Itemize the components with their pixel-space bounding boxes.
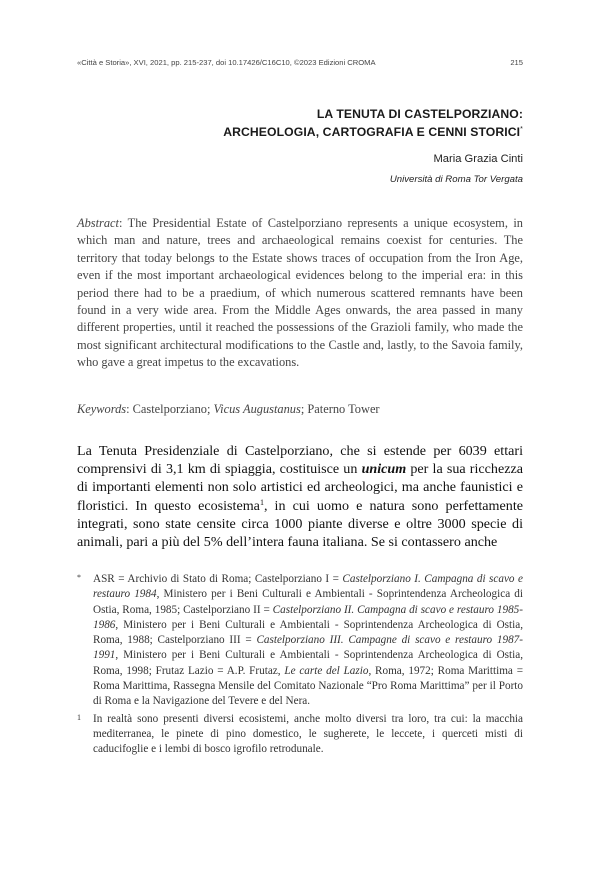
footnote-1-mark: 1: [77, 712, 81, 722]
author-name: Maria Grazia Cinti: [433, 153, 523, 165]
footnote-1-text: In realtà sono presenti diversi ecosistemi, anche molto diversi tra loro, tra cui: la macchia mediterranea, le pinete di pino domestico, le sugherete, le leccete, i querceti misti di caducifoglie e i lembi di bosco igrofilo retrodunale.: [93, 712, 523, 756]
footnote-star-mark: *: [77, 573, 81, 582]
fn-star-s1: ASR = Archivio di Stato di Roma; Castelporziano I =: [93, 573, 343, 585]
fn-star-i3: Castelporziano III. Campagne di scavo e restauro 1987-1991: [93, 634, 523, 662]
fn-star-i4: Le carte del Lazio: [284, 664, 369, 677]
abstract: [77, 215, 523, 372]
fn-star-s4: , Ministero per i Beni Culturali e Ambientali - Soprintendenza Archeologica di Ostia, Roma, 1998; Frutaz Lazio = A.P. Frutaz,: [93, 649, 523, 677]
abstract-label: Abstract: [77, 216, 119, 230]
body-text-3: , in cui uomo e natura sono perfettamente integrati, sono state censite circa 1000 piante diverse e oltre 3000 specie di animali, pari a più del 5% dell’intera fauna italiana. Se si contassero anche: [77, 497, 523, 551]
keywords-text-2: ; Paterno Tower: [300, 402, 380, 416]
fn-star-i1: Castelporziano I. Campagna di scavo e restauro 1984: [93, 573, 523, 601]
author-affiliation: Università di Roma Tor Vergata: [389, 174, 523, 185]
footnote-ref-1[interactable]: 1: [259, 497, 264, 507]
footnotes: [77, 572, 523, 760]
footnote-star-text: [93, 572, 523, 710]
title-line-2-text: ARCHEOLOGIA, CARTOGRAFIA E CENNI STORICI: [223, 125, 521, 140]
keywords-italic: Vicus Augustanus: [213, 402, 301, 416]
fn-star-s5: , Roma, 1972; Roma Marittima = Roma Marittima, Rassegna Mensile del Comitato Nazionale “Pro Roma Marittima” per il Porto di Roma e la Navigazione del Tevere e del Nera.: [93, 664, 523, 708]
title-line-1: LA TENUTA DI CASTELPORZIANO:: [316, 107, 523, 121]
fn-star-s2: , Ministero per i Beni Culturali e Ambientali - Soprintendenza Archeologica di Ostia, Roma, 1985; Castelporziano II =: [93, 588, 523, 616]
title-footnote-mark[interactable]: *: [520, 126, 523, 133]
fn-star-i2: Castelporziano II. Campagna di scavo e restauro 1985-1986: [93, 603, 524, 631]
body-text-2: per la sua ricchezza di importanti elementi non solo artistici ed archeologici, ma anche faunistici e floristici. In questo ecosistema: [77, 461, 523, 514]
footnote-1: [77, 712, 523, 758]
title-line-2: [223, 122, 523, 140]
running-head: [77, 58, 523, 67]
article-title: [223, 106, 523, 140]
journal-citation: «Città e Storia», XVI, 2021, pp. 215-237, doi 10.17426/C16C10, ©2023 Edizioni CROMA: [77, 58, 376, 67]
keywords-text-1: : Castelporziano;: [126, 402, 214, 416]
keywords: [77, 401, 523, 418]
footnote-star: [77, 572, 523, 710]
body-emphasis: unicum: [361, 461, 407, 478]
fn-star-s3: , Ministero per i Beni Culturali e Ambientali - Soprintendenza Archeologica di Ostia, Roma, 1988; Castelporziano III =: [93, 618, 523, 647]
body-text-1: La Tenuta Presidenziale di Castelporziano, che si estende per 6039 ettari comprensivi di 3,1 km di spiaggia, costituisce un: [77, 443, 523, 478]
body-paragraph: [77, 442, 523, 551]
abstract-text: : The Presidential Estate of Castelporziano represents a unique ecosystem, in which man and nature, trees and archaeological remains coexist for centuries. The territory that today belongs to the Estate shows traces of occupation from the Iron Age, even if the most important archaeological evidences belong to the imperial era: in this period there had to be a praedium, of which numerous scattered remnants have been found in a very wide area. From the Middle Ages onwards, the area passed in many different properties, until it reached the possessions of the Grazioli family, who made the most significant architectural modifications to the Castle and, lastly, to the Savoia family, who gave a great impetus to the excavations.: [77, 216, 523, 370]
page-number: 215: [510, 58, 523, 67]
keywords-label: Keywords: [77, 402, 127, 416]
